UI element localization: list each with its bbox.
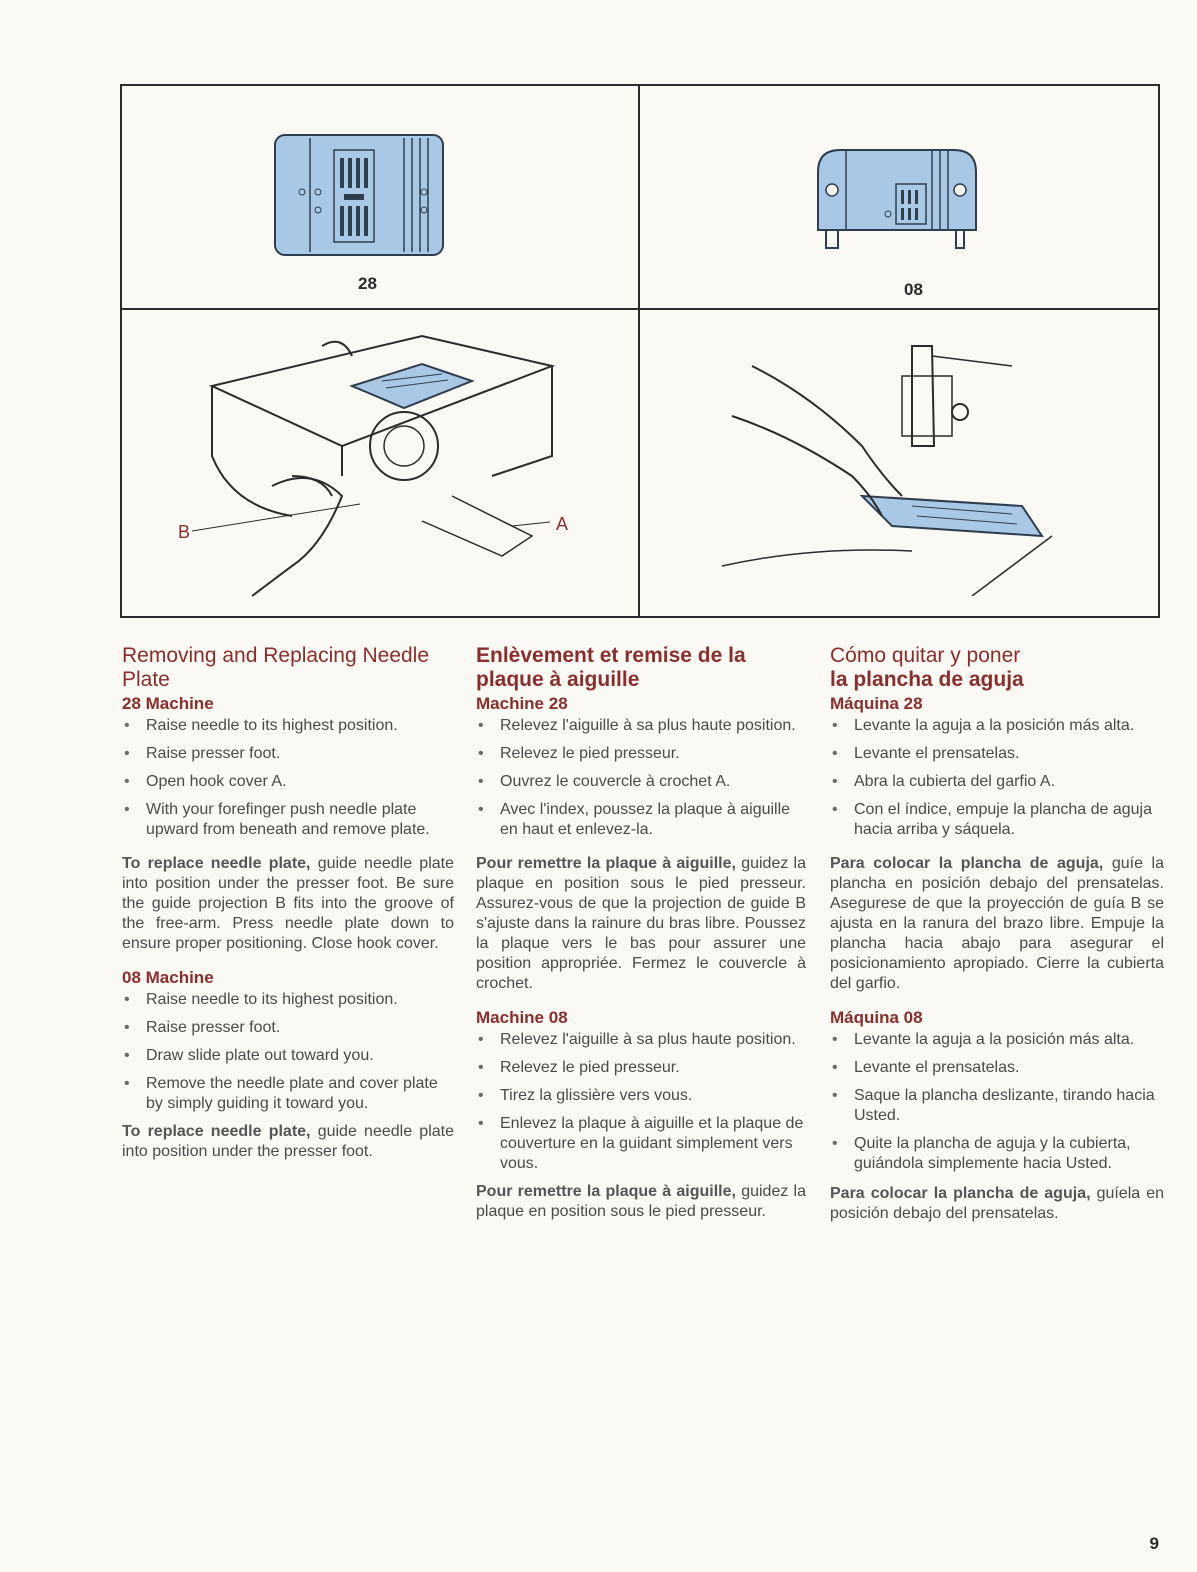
list-item: • Tirez la glissière vers vous. [476, 1086, 806, 1106]
spanish-machine28-heading: Máquina 28 [830, 694, 923, 713]
label-b: B [178, 522, 191, 542]
french-machine28-heading: Machine 28 [476, 694, 568, 713]
grid-divider-vertical [638, 86, 640, 616]
spanish-steps08 [830, 1030, 1164, 1174]
list-item: • Ouvrez le couvercle à crochet A. [476, 772, 806, 792]
french-title: Enlèvement et remise de la plaque à aiguille [476, 644, 746, 691]
list-item: • Relevez le pied presseur. [476, 1058, 806, 1078]
french-steps28 [476, 716, 806, 840]
needle-plate-08-illustration [812, 144, 982, 254]
spanish-replace-paragraph: Para colocar la plancha de aguja, guíe la plancha en posición debajo del prensatelas. Asegurese de que la proyección de guía B se ajusta en la ranura del brazo libre. Empuje la plancha hacia abajo para asegurar el posicionamiento apropiado. Cierre la cubierta del garfio. [830, 855, 1165, 992]
list-item: • Avec l'index, poussez la plaque à aiguille en haut et enlevez-la. [476, 800, 806, 840]
list-item: • Levante el prensatelas. [830, 744, 1164, 764]
list-item: • Levante el prensatelas. [830, 1058, 1164, 1078]
column-english [122, 644, 454, 1162]
list-item: • Raise needle to its highest position. [122, 716, 454, 736]
list-item: • Open hook cover A. [122, 772, 454, 792]
list-item: • Raise presser foot. [122, 744, 454, 764]
list-item: • Saque la plancha deslizante, tirando hacia Usted. [830, 1086, 1164, 1126]
list-item: • Relevez l'aiguille à sa plus haute position. [476, 716, 806, 736]
machine-28-removal-illustration [172, 326, 612, 606]
english-steps08 [122, 990, 454, 1114]
list-item: • Levante la aguja a la posición más alta. [830, 716, 1164, 736]
grid-divider-horizontal [122, 308, 1158, 310]
spanish-steps28 [830, 716, 1164, 840]
figure-grid [120, 84, 1160, 618]
list-item: • Quite la plancha de aguja y la cubierta, guiándola simplemente hacia Usted. [830, 1134, 1164, 1174]
french-replace-paragraph: Pour remettre la plaque à aiguille, guidez la plaque en position sous le pied presseur. Assurez-vous de que la projection de guide B s'ajuste dans la rainure du bras libre. Poussez la plaque vers le bas pour assurer une position appropriée. Fermez le couvercle à crochet. [476, 855, 807, 992]
spanish-machine08-heading: Máquina 08 [830, 1008, 923, 1027]
list-item: • Relevez l'aiguille à sa plus haute position. [476, 1030, 806, 1050]
column-spanish [830, 644, 1164, 1224]
list-item: • Relevez le pied presseur. [476, 744, 806, 764]
list-item: • Draw slide plate out toward you. [122, 1046, 454, 1066]
spanish-replace08-paragraph: Para colocar la plancha de aguja, guíela en posición debajo del prensatelas. [830, 1185, 1164, 1222]
column-french [476, 644, 806, 1222]
needle-plate-28-illustration [272, 132, 452, 262]
english-replace-paragraph: To replace needle plate, guide needle plate into position under the presser foot. Be sure the guide projection B fits into the groove of the free-arm. Press needle plate down to ensure proper positioning. Close hook cover. [122, 855, 454, 952]
machine-08-removal-illustration [712, 326, 1092, 596]
figure-caption-08: 08 [904, 280, 923, 299]
english-machine08-heading: 08 Machine [122, 968, 214, 987]
figure-caption-28: 28 [358, 274, 377, 293]
english-replace08-paragraph: To replace needle plate, guide needle plate into position under the presser foot. [122, 1123, 454, 1160]
page-number: 9 [1149, 1534, 1159, 1553]
spanish-title: Cómo quitar y poner la plancha de aguja [830, 644, 1024, 691]
label-a: A [556, 514, 569, 534]
french-machine08-heading: Machine 08 [476, 1008, 568, 1027]
list-item: • Enlevez la plaque à aiguille et la plaque de couverture en la guidant simplement vers vous. [476, 1114, 806, 1174]
list-item: • Raise presser foot. [122, 1018, 454, 1038]
english-machine28-heading: 28 Machine [122, 694, 214, 713]
english-title: Removing and Replacing Needle Plate [122, 644, 430, 691]
english-steps28 [122, 716, 454, 840]
list-item: • Abra la cubierta del garfio A. [830, 772, 1164, 792]
list-item: • Con el índice, empuje la plancha de aguja hacia arriba y sáquela. [830, 800, 1164, 840]
french-replace08-paragraph: Pour remettre la plaque à aiguille, guidez la plaque en position sous le pied presseur. [476, 1183, 807, 1220]
list-item: • Raise needle to its highest position. [122, 990, 454, 1010]
list-item: • Levante la aguja a la posición más alta. [830, 1030, 1164, 1050]
french-steps08 [476, 1030, 806, 1174]
list-item: • Remove the needle plate and cover plate by simply guiding it toward you. [122, 1074, 454, 1114]
list-item: • With your forefinger push needle plate upward from beneath and remove plate. [122, 800, 454, 840]
